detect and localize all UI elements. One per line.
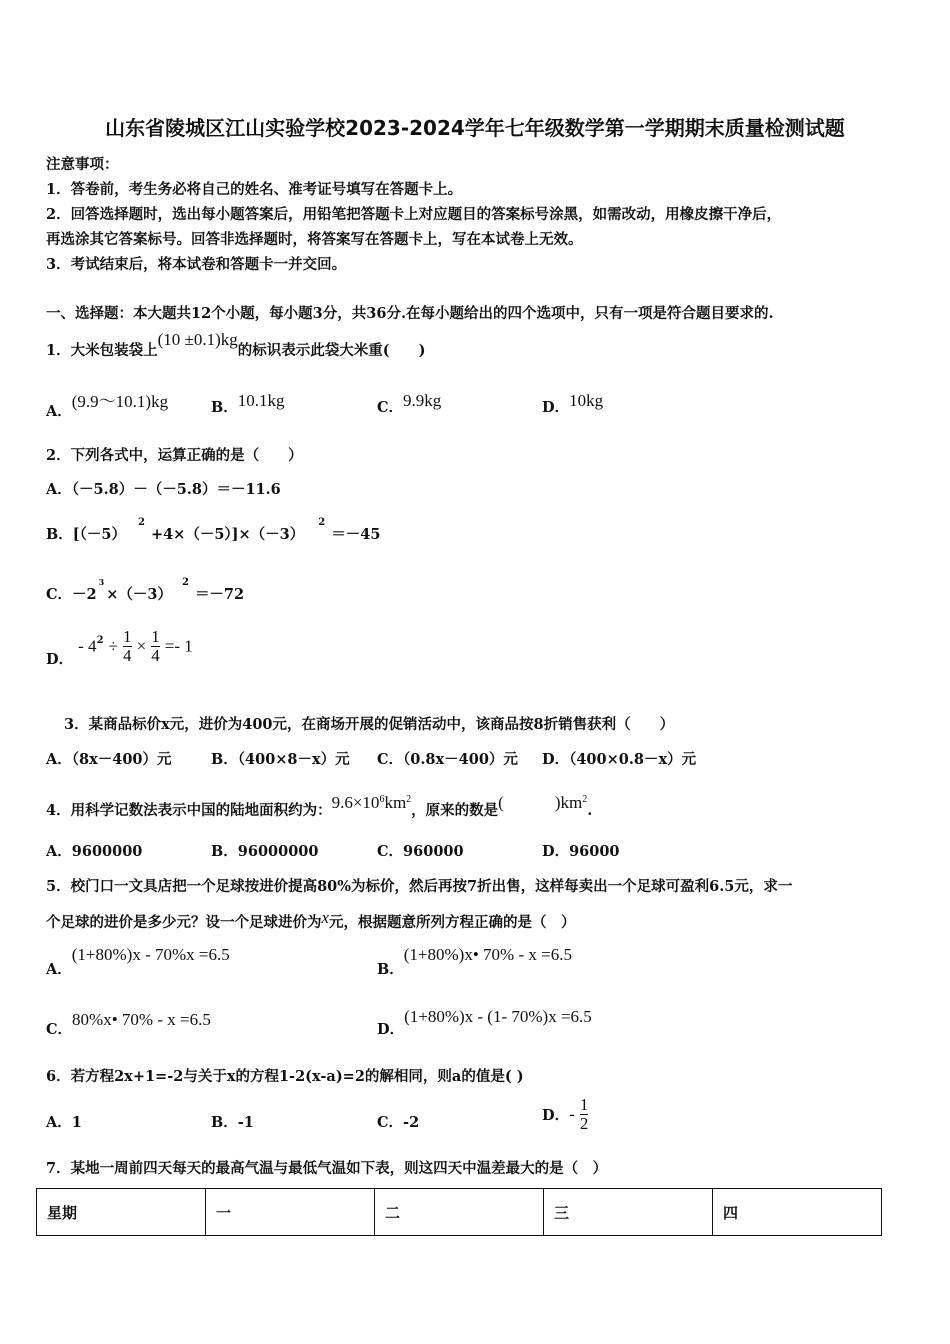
q1-formula: (10 ±0.1)kg: [157, 330, 238, 349]
q2-option-d[interactable]: D． - $4^2$ ÷ $\frac{1}{4}$ × $\frac{1}{4}$ =- 1: [46, 627, 193, 668]
table-header-cell: 二: [375, 1189, 544, 1236]
q1-option-d[interactable]: D．10kg: [542, 391, 604, 416]
q1-prefix: 1．大米包装袋上: [46, 342, 158, 359]
q3-option-b[interactable]: B．（400×8－x）元: [211, 751, 350, 768]
q6-option-d[interactable]: D．- $\frac{1}{2}$: [542, 1095, 589, 1133]
table-header-cell: 四: [713, 1189, 882, 1236]
question-4: 4．用科学记数法表示中国的陆地面积约为：$9.6\times 10^6km^2$，原来的数是( )$km^2$.: [46, 793, 593, 819]
q3-option-a[interactable]: A．（8x－400）元: [46, 751, 172, 768]
fraction: $\frac{1}{4}$: [123, 627, 132, 665]
notice-item-2b: 再选涂其它答案标号。回答非选择题时，将答案写在答题卡上，写在本试卷上无效。: [46, 231, 583, 248]
question-7: 7．某地一周前四天每天的最高气温与最低气温如下表，则这四天中温差最大的是（ ）: [46, 1160, 608, 1177]
table-row: [37, 1189, 882, 1236]
q5-option-b[interactable]: B．(1+80%)x• 70% - x =6.5: [377, 945, 572, 978]
question-5-line-1: 5．校门口一文具店把一个足球按进价提高80%为标价，然后再按7折出售，这样每卖出一个足球可盈利6.5元，求一: [46, 878, 793, 895]
q1-suffix: 的标识表示此袋大米重( ): [237, 342, 426, 359]
q1-option-b[interactable]: B．10.1kg: [211, 391, 285, 416]
q3-option-c[interactable]: C．（0.8x－400）元: [377, 751, 518, 768]
table-header-cell: 一: [206, 1189, 375, 1236]
q2-option-a[interactable]: A．（－5.8）－（－5.8）＝－11.6: [46, 481, 281, 498]
fraction: $\frac{1}{2}$: [579, 1095, 589, 1133]
question-5-line-2: 个足球的进价是多少元？设一个足球进价为x元，根据题意所列方程正确的是（ ）: [46, 908, 576, 931]
fraction: $\frac{1}{4}$: [151, 627, 160, 665]
q6-option-c[interactable]: C．-2: [377, 1114, 420, 1131]
notice-item-2a: 2．回答选择题时，选出每小题答案后，用铅笔把答题卡上对应题目的答案标号涂黑，如需改动，用橡皮擦干净后，: [46, 206, 782, 223]
notice-heading: 注意事项：: [46, 156, 119, 173]
q1-option-a[interactable]: A．(9.9～10.1)kg: [46, 392, 169, 420]
q4-option-d[interactable]: D．96000: [542, 843, 620, 860]
temperature-table: [36, 1188, 882, 1236]
table-header-cell: 三: [544, 1189, 713, 1236]
q6-option-b[interactable]: B．-1: [211, 1114, 254, 1131]
q6-option-a[interactable]: A．1: [46, 1114, 82, 1131]
section-heading: 一、选择题：本大题共12个小题，每小题3分，共36分.在每小题给出的四个选项中，只有一项是符合题目要求的.: [46, 305, 774, 322]
q2-option-b[interactable]: B．$[(-5)^2+4\times(-5)]\times(-3)^2=-45$: [46, 517, 381, 543]
q2-option-c[interactable]: C．$-2^3\times(-3)^2=-72$: [46, 577, 245, 603]
q5-option-a[interactable]: A．(1+80%)x - 70%x =6.5: [46, 945, 230, 978]
question-2: 2．下列各式中，运算正确的是（ ）: [46, 447, 303, 464]
table-header-cell: 星期: [37, 1189, 206, 1236]
question-1: [46, 330, 426, 360]
q4-option-a[interactable]: A．9600000: [46, 843, 143, 860]
q1-option-c[interactable]: C．9.9kg: [377, 391, 442, 416]
q4-option-b[interactable]: B．96000000: [211, 843, 319, 860]
q4-option-c[interactable]: C．960000: [377, 843, 464, 860]
question-6: 6．若方程2x+1=-2与关于x的方程1-2(x-a)=2的解相同，则a的值是( ): [46, 1068, 524, 1085]
page-title: 山东省陵城区江山实验学校2023-2024学年七年级数学第一学期期末质量检测试题: [105, 116, 845, 140]
question-3: 3．某商品标价x元，进价为400元，在商场开展的促销活动中，该商品按8折销售获利（ ）: [64, 716, 675, 733]
q5-option-d[interactable]: D．(1+80%)x - (1- 70%)x =6.5: [377, 1007, 592, 1038]
q3-option-d[interactable]: D．（400×0.8－x）元: [542, 751, 697, 768]
q5-option-c[interactable]: C．80%x• 70% - x =6.5: [46, 1010, 211, 1038]
notice-item-3: 3．考试结束后，将本试卷和答题卡一并交回。: [46, 256, 347, 273]
notice-item-1: 1．答卷前，考生务必将自己的姓名、准考证号填写在答题卡上。: [46, 181, 463, 198]
